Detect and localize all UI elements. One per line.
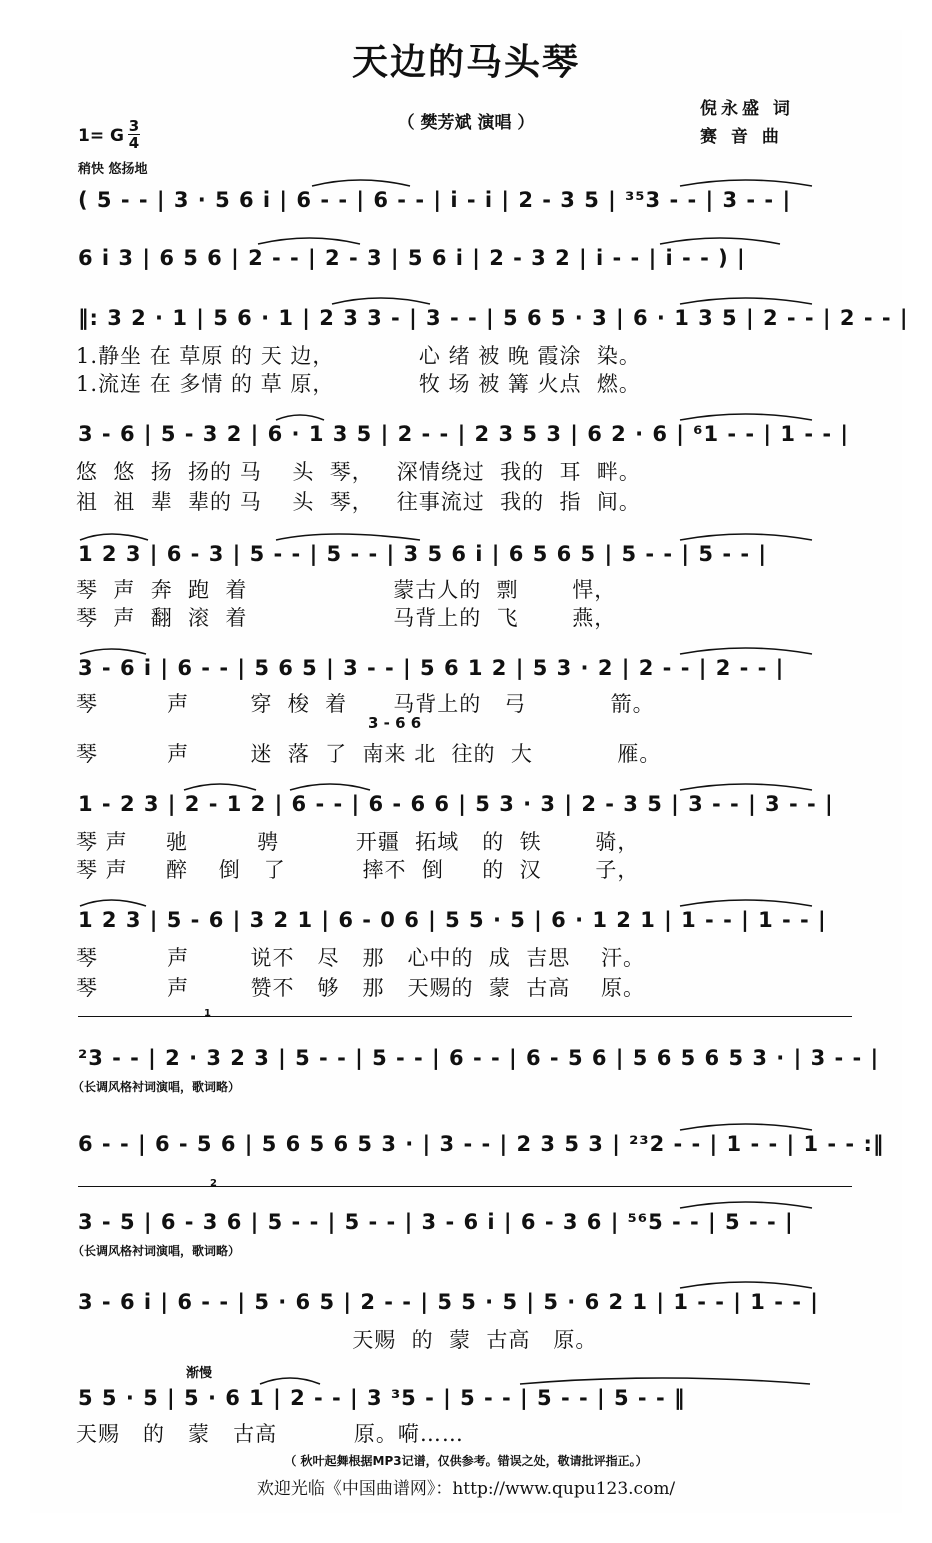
key-signature: 1= G (78, 126, 124, 146)
slur (680, 534, 812, 540)
lyric-row-3-verse-1: 悠 悠 扬 扬的 马 头 琴， 深情绕过 我的 耳 畔。 (76, 460, 641, 484)
volta-label-1: 1 (204, 1008, 211, 1019)
ritardando-marking: 渐慢 (186, 1366, 213, 1381)
performance-note-2: （长调风格衬词演唱，歌词略） (72, 1244, 241, 1258)
slur (680, 180, 812, 186)
music-row-3: 3 - 6 | 5 - 3 2 | 6 · 1 3 5 | 2 - - | 2 3 5 3 | 6 2 · 6 | ⁶1 - - | 1 - - | (78, 422, 850, 446)
slur (80, 900, 146, 906)
meter-top: 3 (128, 117, 140, 135)
lyric-row-11: 天赐 的 蒙 古高 原。 (76, 1328, 598, 1352)
music-row-7: 1 2 3 | 5 - 6 | 3 2 1 | 6 - 0 6 | 5 5 · 5 | 6 · 1 2 1 | 1 - - | 1 - - | (78, 908, 827, 932)
lyric-row-2-verse-1: 1.静坐 在 草原 的 天 边， 心 绪 被 晚 霞涂 染。 (76, 344, 641, 368)
music-row-4: 1 2 3 | 6 - 3 | 5 - - | 5 - - | 3 5 6 i | 6 5 6 5 | 5 - - | 5 - - | (78, 542, 768, 566)
music-row-5: 3 - 6 i | 6 - - | 5 6 5 | 3 - - | 5 6 1 2 | 5 3 · 2 | 2 - - | 2 - - | (78, 656, 785, 680)
lyric-row-4-verse-2: 琴 声 翻 滚 着 马背上的 飞 燕， (76, 606, 617, 630)
singer-credit: （ 樊芳斌 演唱 ） (397, 113, 535, 133)
lyric-row-3-verse-2: 祖 祖 辈 辈的 马 头 琴， 往事流过 我的 指 间。 (76, 490, 641, 514)
music-row-2: ‖: 3 2 · 1 | 5 6 · 1 | 2 3 3 - | 3 - - | 5 6 5 · 3 | 6 · 1 3 5 | 2 - - | 2 - - | (78, 306, 909, 330)
performance-note-1: （长调风格衬词演唱，歌词略） (72, 1080, 241, 1094)
slur (258, 238, 360, 244)
slur (260, 1378, 320, 1384)
music-row-8: ²3 - - | 2 · 3 2 3 | 5 - - | 5 - - | 6 - - | 6 - 5 6 | 5 6 5 6 5 3 · | 3 - - | (78, 1046, 880, 1070)
tempo-marking: 稍快 悠扬地 (78, 162, 148, 177)
slur (332, 298, 430, 304)
lyric-row-7-verse-2: 琴 声 赞不 够 那 天赐的 蒙 古高 原。 (76, 976, 645, 1000)
music-row-12: 5 5 · 5 | 5 · 6 1 | 2 - - | 3 ³5 - | 5 - - | 5 - - | 5 - - ‖ (78, 1386, 686, 1410)
slur (80, 649, 146, 654)
music-row-6: 1 - 2 3 | 2 - 1 2 | 6 - - | 6 - 6 6 | 5 3 · 3 | 2 - 3 5 | 3 - - | 3 - - | (78, 792, 834, 816)
lyric-row-5-verse-2: 琴 声 迷 落 了 南来 北 往的 大 雁。 (76, 742, 662, 766)
lyricist-credit: 倪永盛 词 (700, 99, 794, 119)
slur (680, 1202, 812, 1208)
website-credit: 欢迎光临《中国曲谱网》：http://www.qupu123.com/ (256, 1479, 676, 1499)
slur (680, 648, 812, 654)
lyric-row-6-verse-2: 琴 声 醉 倒 了 摔不 倒 的 汉 子， (76, 858, 640, 882)
music-row-10: 3 - 5 | 6 - 3 6 | 5 - - | 5 - - | 3 - 6 i | 6 - 3 6 | ⁵⁶5 - - | 5 - - | (78, 1210, 794, 1234)
transcription-note: （ 秋叶起舞根据MP3记谱，仅供参考。错误之处，敬请批评指正。） (284, 1454, 648, 1468)
lyric-row-6-verse-1: 琴 声 驰 骋 开疆 拓域 的 铁 骑， (76, 830, 640, 854)
lyric-row-2-verse-2: 1.流连 在 多情 的 草 原， 牧 场 被 篝 火点 燃。 (76, 372, 641, 396)
slur (660, 238, 780, 244)
slur (276, 534, 420, 540)
slur (312, 180, 410, 186)
slur (680, 1124, 812, 1130)
composer-credit: 赛 音 曲 (700, 127, 783, 147)
song-title: 天边的马头琴 (351, 42, 580, 83)
slur (184, 784, 256, 790)
volta-label-2: 2 (210, 1178, 217, 1189)
slur (80, 534, 148, 540)
slur (680, 1282, 812, 1288)
meter-bottom: 4 (128, 134, 140, 152)
variant-notes: 3 - 6 6 (368, 714, 422, 732)
slur (680, 414, 812, 420)
slur (276, 415, 324, 420)
music-row-1: 6 i 3 | 6 5 6 | 2 - - | 2 - 3 | 5 6 i | 2 - 3 2 | i - - | i - - ) | (78, 246, 746, 270)
lyric-row-12: 天赐 的 蒙 古高 原。嗬…… (76, 1422, 464, 1446)
lyric-row-5-verse-1: 琴 声 穿 梭 着 马背上的 弓 箭。 (76, 692, 655, 716)
lyric-row-7-verse-1: 琴 声 说不 尽 那 心中的 成 吉思 汗。 (76, 946, 645, 970)
slur (680, 784, 812, 790)
slur (520, 1378, 810, 1384)
lyric-row-4-verse-1: 琴 声 奔 跑 着 蒙古人的 剽 悍， (76, 578, 617, 602)
slur (290, 784, 370, 790)
slur (680, 900, 812, 906)
music-row-0: ( 5 - - | 3 · 5 6 i | 6 - - | 6 - - | i - i | 2 - 3 5 | ³⁵3 - - | 3 - - | (78, 188, 792, 212)
slur (680, 298, 812, 304)
music-row-9: 6 - - | 6 - 5 6 | 5 6 5 6 5 3 · | 3 - - | 2 3 5 3 | ²³2 - - | 1 - - | 1 - - :‖ (78, 1132, 885, 1156)
music-row-11: 3 - 6 i | 6 - - | 5 · 6 5 | 2 - - | 5 5 · 5 | 5 · 6 2 1 | 1 - - | 1 - - | (78, 1290, 819, 1314)
